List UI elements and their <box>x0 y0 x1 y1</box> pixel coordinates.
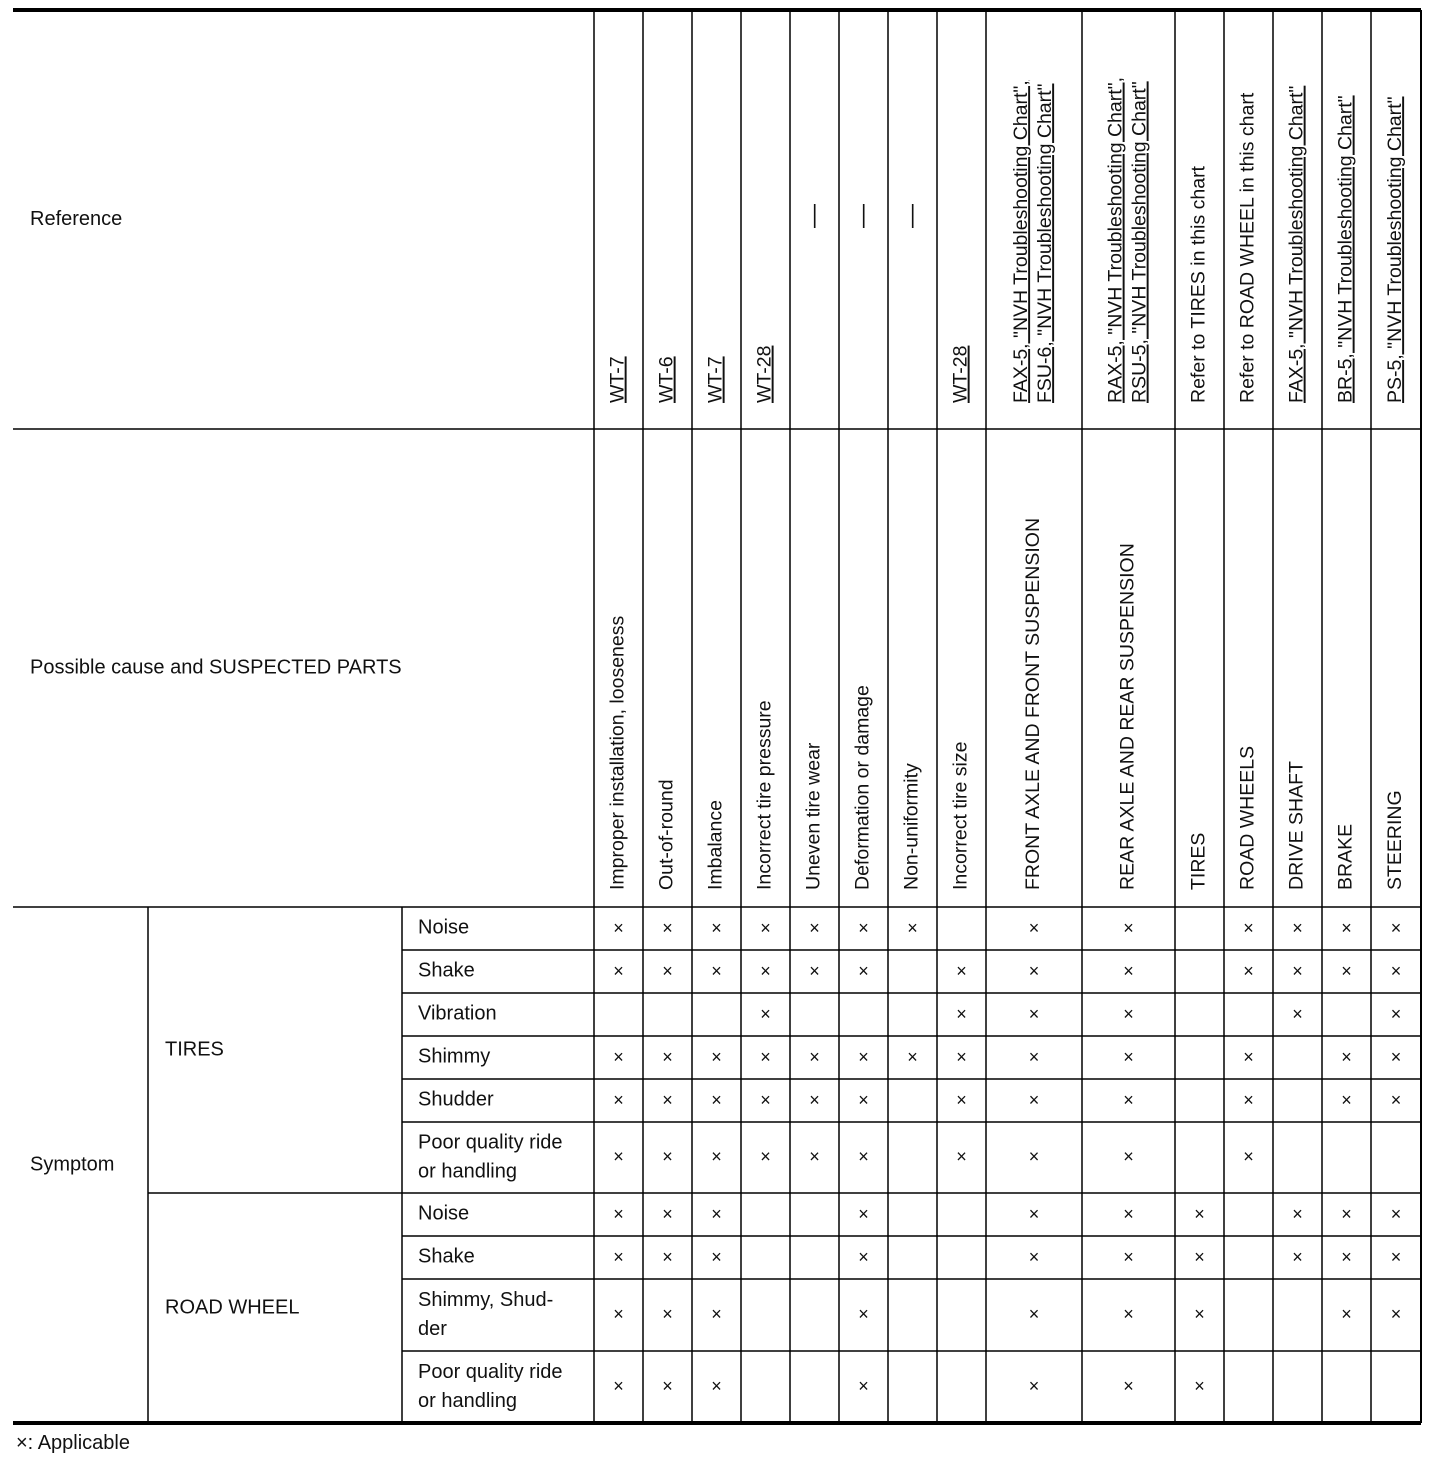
applicable-mark: × <box>613 1375 624 1396</box>
reference-text: FAX-5, "NVH Troubleshooting Chart" <box>1285 85 1308 403</box>
reference-text: RSU-5, "NVH Troubleshooting Chart" <box>1128 81 1151 403</box>
applicable-mark: × <box>1194 1303 1205 1324</box>
applicable-mark: × <box>1123 1303 1134 1324</box>
applicable-mark: × <box>1390 1003 1402 1024</box>
cause-label: Possible cause and SUSPECTED PARTS <box>30 656 402 679</box>
applicable-mark: × <box>1243 1146 1254 1167</box>
applicable-mark: × <box>711 1246 722 1267</box>
applicable-mark: × <box>1028 1375 1040 1396</box>
applicable-mark: × <box>1028 917 1040 938</box>
applicable-mark: × <box>1028 1046 1040 1067</box>
applicable-mark: × <box>760 917 771 938</box>
applicable-mark: × <box>1341 1303 1352 1324</box>
applicable-mark: × <box>858 1246 869 1267</box>
reference-text: WT-7 <box>704 356 727 403</box>
applicable-mark: × <box>711 1146 722 1167</box>
applicable-mark: × <box>1243 1046 1254 1067</box>
applicable-mark: × <box>858 1203 869 1224</box>
suspected-part-label: Deformation or damage <box>851 685 874 890</box>
applicable-mark: × <box>956 1146 967 1167</box>
applicable-mark: × <box>1292 1203 1303 1224</box>
applicable-mark: × <box>613 917 624 938</box>
applicable-mark: × <box>858 960 869 981</box>
applicable-mark: × <box>1028 1089 1040 1110</box>
symptom-name: Shake <box>418 1245 475 1268</box>
reference-text: PS-5, "NVH Troubleshooting Chart" <box>1384 96 1407 403</box>
applicable-mark: × <box>1292 960 1303 981</box>
applicable-mark: × <box>1123 917 1134 938</box>
reference-text: — <box>799 204 827 228</box>
applicable-mark: × <box>1341 1089 1352 1110</box>
symptom-label: Symptom <box>30 1153 115 1176</box>
reference-text: Refer to TIRES in this chart <box>1187 166 1210 403</box>
applicable-mark: × <box>1390 917 1402 938</box>
reference-text: WT-28 <box>949 345 972 403</box>
applicable-mark: × <box>662 917 673 938</box>
applicable-mark: × <box>711 917 722 938</box>
reference-text: WT-6 <box>655 356 678 403</box>
symptom-name: Shake <box>418 959 475 982</box>
symptom-name: Poor quality ride <box>418 1131 563 1154</box>
symptom-name: der <box>418 1317 447 1340</box>
applicable-mark: × <box>1243 917 1254 938</box>
applicable-mark: × <box>858 1146 869 1167</box>
applicable-mark: × <box>1390 960 1402 981</box>
applicable-mark: × <box>1123 1375 1134 1396</box>
applicable-mark: × <box>711 1046 722 1067</box>
applicable-mark: × <box>1123 1046 1134 1067</box>
applicable-mark: × <box>809 1146 820 1167</box>
applicable-mark: × <box>1028 1146 1040 1167</box>
symptom-name: Noise <box>418 1202 470 1225</box>
applicable-mark: × <box>1028 1003 1040 1024</box>
applicable-mark: × <box>613 1146 624 1167</box>
applicable-mark: × <box>1243 1089 1254 1110</box>
applicable-mark: × <box>662 1246 673 1267</box>
applicable-mark: × <box>1123 960 1134 981</box>
suspected-part-label: Non-uniformity <box>900 763 923 890</box>
applicable-mark: × <box>1390 1303 1402 1324</box>
applicable-mark: × <box>613 1046 624 1067</box>
reference-text: FSU-6, "NVH Troubleshooting Chart" <box>1034 83 1057 403</box>
applicable-mark: × <box>1028 1303 1040 1324</box>
applicable-mark: × <box>711 1375 722 1396</box>
symptom-name: Shudder <box>418 1088 494 1111</box>
applicable-mark: × <box>662 1203 673 1224</box>
applicable-mark: × <box>760 1046 771 1067</box>
applicable-mark: × <box>1292 917 1303 938</box>
applicable-mark: × <box>956 1003 967 1024</box>
applicable-mark: × <box>858 1089 869 1110</box>
applicable-mark: × <box>1123 1203 1134 1224</box>
applicable-mark: × <box>1028 1246 1040 1267</box>
reference-text: BR-5, "NVH Troubleshooting Chart" <box>1334 95 1357 403</box>
suspected-part-label: DRIVE SHAFT <box>1285 761 1308 890</box>
applicable-mark: × <box>1341 917 1352 938</box>
symptom-name: Noise <box>418 916 470 939</box>
applicable-mark: × <box>711 960 722 981</box>
symptom-name: or handling <box>418 1389 517 1412</box>
applicable-mark: × <box>1390 1246 1402 1267</box>
symptom-group-label: ROAD WHEEL <box>165 1296 300 1319</box>
applicable-mark: × <box>1194 1375 1205 1396</box>
suspected-part-label: BRAKE <box>1334 823 1357 890</box>
applicable-mark: × <box>1123 1246 1134 1267</box>
suspected-part-label: TIRES <box>1187 832 1210 890</box>
applicable-mark: × <box>760 1146 771 1167</box>
suspected-part-label: STEERING <box>1384 790 1407 890</box>
applicable-mark: × <box>711 1203 722 1224</box>
symptom-name: or handling <box>418 1160 517 1183</box>
applicable-mark: × <box>858 917 869 938</box>
reference-label: Reference <box>30 207 123 230</box>
applicable-mark: × <box>1292 1246 1303 1267</box>
reference-text: RAX-5, "NVH Troubleshooting Chart", <box>1104 77 1127 403</box>
suspected-part-label: Incorrect tire pressure <box>753 700 776 890</box>
symptom-name: Poor quality ride <box>418 1360 563 1383</box>
suspected-part-label: ROAD WHEELS <box>1236 745 1259 890</box>
applicable-mark: × <box>1123 1003 1134 1024</box>
suspected-part-label: Improper installation, looseness <box>606 615 629 890</box>
applicable-mark: × <box>1123 1089 1134 1110</box>
applicable-mark: × <box>662 1146 673 1167</box>
applicable-mark: × <box>613 960 624 981</box>
applicable-mark: × <box>613 1246 624 1267</box>
applicable-mark: × <box>858 1046 869 1067</box>
applicable-mark: × <box>1341 1046 1352 1067</box>
applicable-mark: × <box>613 1089 624 1110</box>
applicable-mark: × <box>907 1046 918 1067</box>
applicable-mark: × <box>809 1089 820 1110</box>
applicable-mark: × <box>662 1089 673 1110</box>
applicable-mark: × <box>1292 1003 1303 1024</box>
reference-text: WT-7 <box>606 356 629 403</box>
applicable-mark: × <box>662 1303 673 1324</box>
applicable-mark: × <box>1194 1203 1205 1224</box>
applicable-mark: × <box>809 917 820 938</box>
applicable-mark: × <box>1028 960 1040 981</box>
reference-text: Refer to ROAD WHEEL in this chart <box>1236 92 1259 403</box>
suspected-part-label: Out-of-round <box>655 779 678 890</box>
applicable-mark: × <box>760 1089 771 1110</box>
applicable-mark: × <box>760 1003 771 1024</box>
reference-text: WT-28 <box>753 345 776 403</box>
applicable-mark: × <box>711 1089 722 1110</box>
reference-text: — <box>848 204 876 228</box>
applicable-mark: × <box>1123 1146 1134 1167</box>
applicable-mark: × <box>1390 1203 1402 1224</box>
applicable-mark: × <box>760 960 771 981</box>
applicable-mark: × <box>1341 960 1352 981</box>
applicable-mark: × <box>1028 1203 1040 1224</box>
reference-text: — <box>897 204 925 228</box>
applicable-mark: × <box>956 960 967 981</box>
applicable-mark: × <box>809 1046 820 1067</box>
reference-text: FAX-5, "NVH Troubleshooting Chart", <box>1010 80 1033 403</box>
suspected-part-label: Uneven tire wear <box>802 742 825 890</box>
suspected-part-label: REAR AXLE AND REAR SUSPENSION <box>1116 543 1139 890</box>
legend: ×: Applicable <box>16 1432 130 1454</box>
applicable-mark: × <box>956 1046 967 1067</box>
applicable-mark: × <box>662 960 673 981</box>
applicable-mark: × <box>662 1375 673 1396</box>
symptom-group-label: TIRES <box>165 1038 224 1061</box>
applicable-mark: × <box>711 1303 722 1324</box>
applicable-mark: × <box>1341 1203 1352 1224</box>
applicable-mark: × <box>956 1089 967 1110</box>
applicable-mark: × <box>907 917 918 938</box>
suspected-part-label: FRONT AXLE AND FRONT SUSPENSION <box>1022 517 1045 890</box>
applicable-mark: × <box>1390 1046 1402 1067</box>
applicable-mark: × <box>613 1203 624 1224</box>
applicable-mark: × <box>858 1303 869 1324</box>
applicable-mark: × <box>1341 1246 1352 1267</box>
applicable-mark: × <box>662 1046 673 1067</box>
symptom-name: Shimmy <box>418 1045 491 1068</box>
applicable-mark: × <box>1390 1089 1402 1110</box>
applicable-mark: × <box>613 1303 624 1324</box>
symptom-name: Shimmy, Shud- <box>418 1288 554 1311</box>
applicable-mark: × <box>809 960 820 981</box>
applicable-mark: × <box>1243 960 1254 981</box>
applicable-mark: × <box>858 1375 869 1396</box>
suspected-part-label: Imbalance <box>704 800 727 890</box>
applicable-mark: × <box>1194 1246 1205 1267</box>
symptom-name: Vibration <box>418 1002 497 1025</box>
suspected-part-label: Incorrect tire size <box>949 741 972 890</box>
